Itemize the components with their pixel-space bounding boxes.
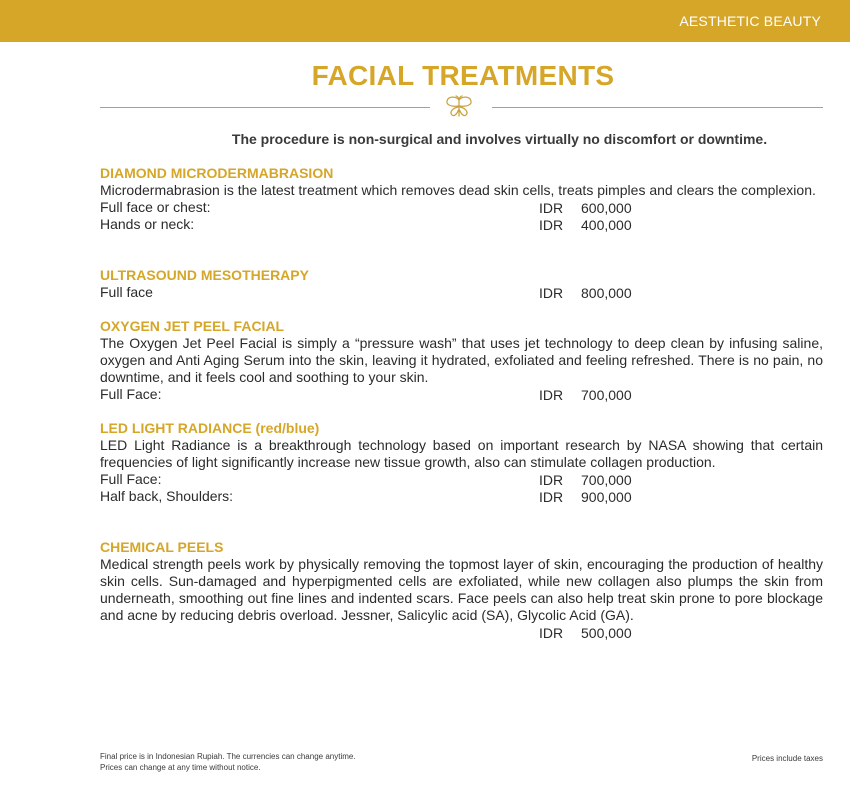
price-label: Full face — [100, 284, 153, 300]
price-amount: 900,000 — [581, 489, 632, 505]
treatment-oxygen-jet-peel-facial — [100, 318, 823, 403]
price-amount: 700,000 — [581, 387, 632, 403]
price-amount: 800,000 — [581, 285, 632, 301]
divider-left — [100, 107, 430, 108]
brand-name: AESTHETIC BEAUTY — [679, 13, 821, 29]
intro-text: The procedure is non-surgical and involves virtually no discomfort or downtime. — [231, 131, 768, 147]
treatment-diamond-microdermabrasion — [100, 165, 823, 233]
price-currency: IDR — [539, 625, 564, 641]
price-label: Full Face: — [100, 386, 162, 402]
price-currency: IDR — [539, 387, 564, 403]
price-amount: 400,000 — [581, 217, 632, 233]
price-row — [100, 471, 823, 488]
treatment-ultrasound-mesotherapy — [100, 267, 823, 301]
footer-taxes-note: Prices include taxes — [751, 754, 823, 763]
price-currency: IDR — [539, 472, 564, 488]
price-label: Hands or neck: — [100, 216, 195, 232]
header-bar — [0, 0, 850, 42]
price-currency: IDR — [539, 285, 564, 301]
price-label: Full face or chest: — [100, 199, 211, 215]
footer-note-line: Final price is in Indonesian Rupiah. The currencies can change anytime. — [100, 752, 356, 761]
price-amount: 500,000 — [581, 625, 632, 641]
treatment-title: LED LIGHT RADIANCE (red/blue) — [100, 420, 320, 436]
price-label: Full Face: — [100, 471, 162, 487]
price-row — [100, 199, 823, 216]
treatment-title: CHEMICAL PEELS — [100, 539, 224, 555]
footer-note — [100, 751, 356, 773]
footer-note-line: Prices can change at any time without notice. — [100, 763, 261, 772]
price-row — [100, 284, 823, 301]
price-currency: IDR — [539, 200, 564, 216]
divider-right — [492, 107, 823, 108]
treatment-description: Microdermabrasion is the latest treatment which removes dead skin cells, treats pimples and clears the complexion. — [100, 182, 816, 198]
price-amount: 600,000 — [581, 200, 632, 216]
treatment-led-light-radiance — [100, 420, 823, 505]
treatment-description: Medical strength peels work by physically removing the topmost layer of skin, encouraging the production of healthy skin cells. Sun-damaged and hyperpigmented cells are exfoliated, while new collagen also plumps the skin from underneath, smoothing out fine lines and indented scars. Face peels can also help treat skin prone to pore blockage and acne by reducing debris overload. Jessner, Salicylic acid (SA), Glycolic Acid (GA). — [100, 556, 823, 623]
price-row — [100, 488, 823, 505]
butterfly-ornament-icon — [444, 95, 474, 119]
treatment-description: LED Light Radiance is a breakthrough technology based on important research by NASA showing that certain frequencies of light significantly increase new tissue growth, also can stimulate collagen production. — [100, 437, 823, 470]
page-title: FACIAL TREATMENTS — [311, 60, 615, 91]
treatment-title: OXYGEN JET PEEL FACIAL — [100, 318, 285, 334]
treatment-title: ULTRASOUND MESOTHERAPY — [100, 267, 309, 283]
price-currency: IDR — [539, 489, 564, 505]
price-row — [100, 624, 823, 641]
price-currency: IDR — [539, 217, 564, 233]
treatment-description: The Oxygen Jet Peel Facial is simply a “pressure wash” that uses jet technology to deep clean by infusing saline, oxygen and Anti Aging Serum into the skin, leaving it hydrated, exfoliated and feeling refreshed. There is no pain, no downtime, and it feels cool and soothing to your skin. — [100, 335, 823, 385]
price-amount: 700,000 — [581, 472, 632, 488]
price-row — [100, 386, 823, 403]
treatment-title: DIAMOND MICRODERMABRASION — [100, 165, 334, 181]
treatment-chemical-peels — [100, 539, 823, 641]
price-label: Half back, Shoulders: — [100, 488, 234, 504]
price-row — [100, 216, 823, 233]
